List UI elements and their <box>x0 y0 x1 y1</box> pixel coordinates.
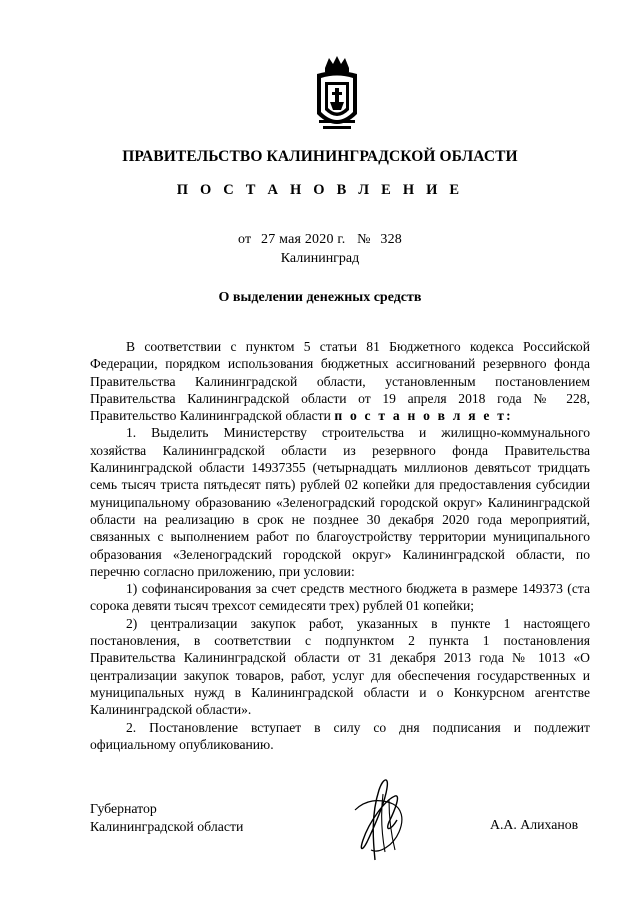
city: Калининград <box>280 251 360 266</box>
signatory-role <box>90 800 243 835</box>
decree-word: п о с т а н о в л я е т: <box>334 408 513 424</box>
government-title: ПРАВИТЕЛЬСТВО КАЛИНИНГРАДСКОЙ ОБЛАСТИ <box>122 148 518 165</box>
paragraph-2: 2. Постановление вступает в силу со дня подписания и подлежит официальному опубликованию. <box>90 719 590 752</box>
paragraph-1-2: 2) централизации закупок работ, указанных в пункте 1 настоящего постановления, в соответствии с подпунктом 2 пункта 1 постановления Правительства Калининградской области от 31 декабря 2013 года № 1013 «О централизации закупок товаров, работ, услуг для обеспечения государственных и муниципальных нужд в Калининградской области и о Конкурсном агентстве Калининградской области». <box>90 615 590 718</box>
intro-text: В соответствии с пунктом 5 статьи 81 Бюджетного кодекса Российской Федерации, порядком использования бюджетных ассигнований резервного фонда Правительства Калининградской области, установленным постановлением Правительства Калининградской области от 19 апреля 2018 года № 228, Правительство Калининградской области <box>90 339 590 424</box>
handwritten-signature-icon <box>345 770 415 865</box>
signatory-role-line-1: Губернатор <box>90 801 157 816</box>
paragraph-1-1: 1) софинансирования за счет средств местного бюджета в размере 149373 (ста сорока девяти тысяч трехсот семидесяти трех) рублей 01 копейки; <box>90 581 590 614</box>
intro-paragraph <box>90 338 590 424</box>
signatory-role-line-2: Калининградской области <box>90 818 244 834</box>
date-prefix: от <box>237 232 252 247</box>
signatory-name: А.А. Алиханов <box>490 817 579 832</box>
document-type: П О С Т А Н О В Л Е Н И Е <box>176 182 464 198</box>
number-label: № <box>357 232 371 247</box>
document-number: 328 <box>380 232 402 247</box>
date-line <box>0 232 640 248</box>
document-body <box>90 338 590 753</box>
paragraph-1: 1. Выделить Министерству строительства и жилищно-коммунального хозяйства Калининградской области из резервного фонда Правительства Калининградской области 14937355 (четырнадцать миллионов девятьсот тридцать семь тысяч триста пятьдесят пять) рублей 02 копейки для предоставления субсидии муниципальному образованию «Зеленоградский городской округ» Калининградской области на реализацию в срок не позднее 30 декабря 2020 года мероприятий, связанных с выполнением работ по благоустройству территории муниципального образования «Зеленоградский городской округ» Калининградской области, по перечню согласно приложению, при условии: <box>90 425 590 579</box>
document-date: 27 мая 2020 г. <box>261 232 346 247</box>
coat-of-arms-icon <box>315 54 359 136</box>
document-subject: О выделении денежных средств <box>218 290 422 305</box>
